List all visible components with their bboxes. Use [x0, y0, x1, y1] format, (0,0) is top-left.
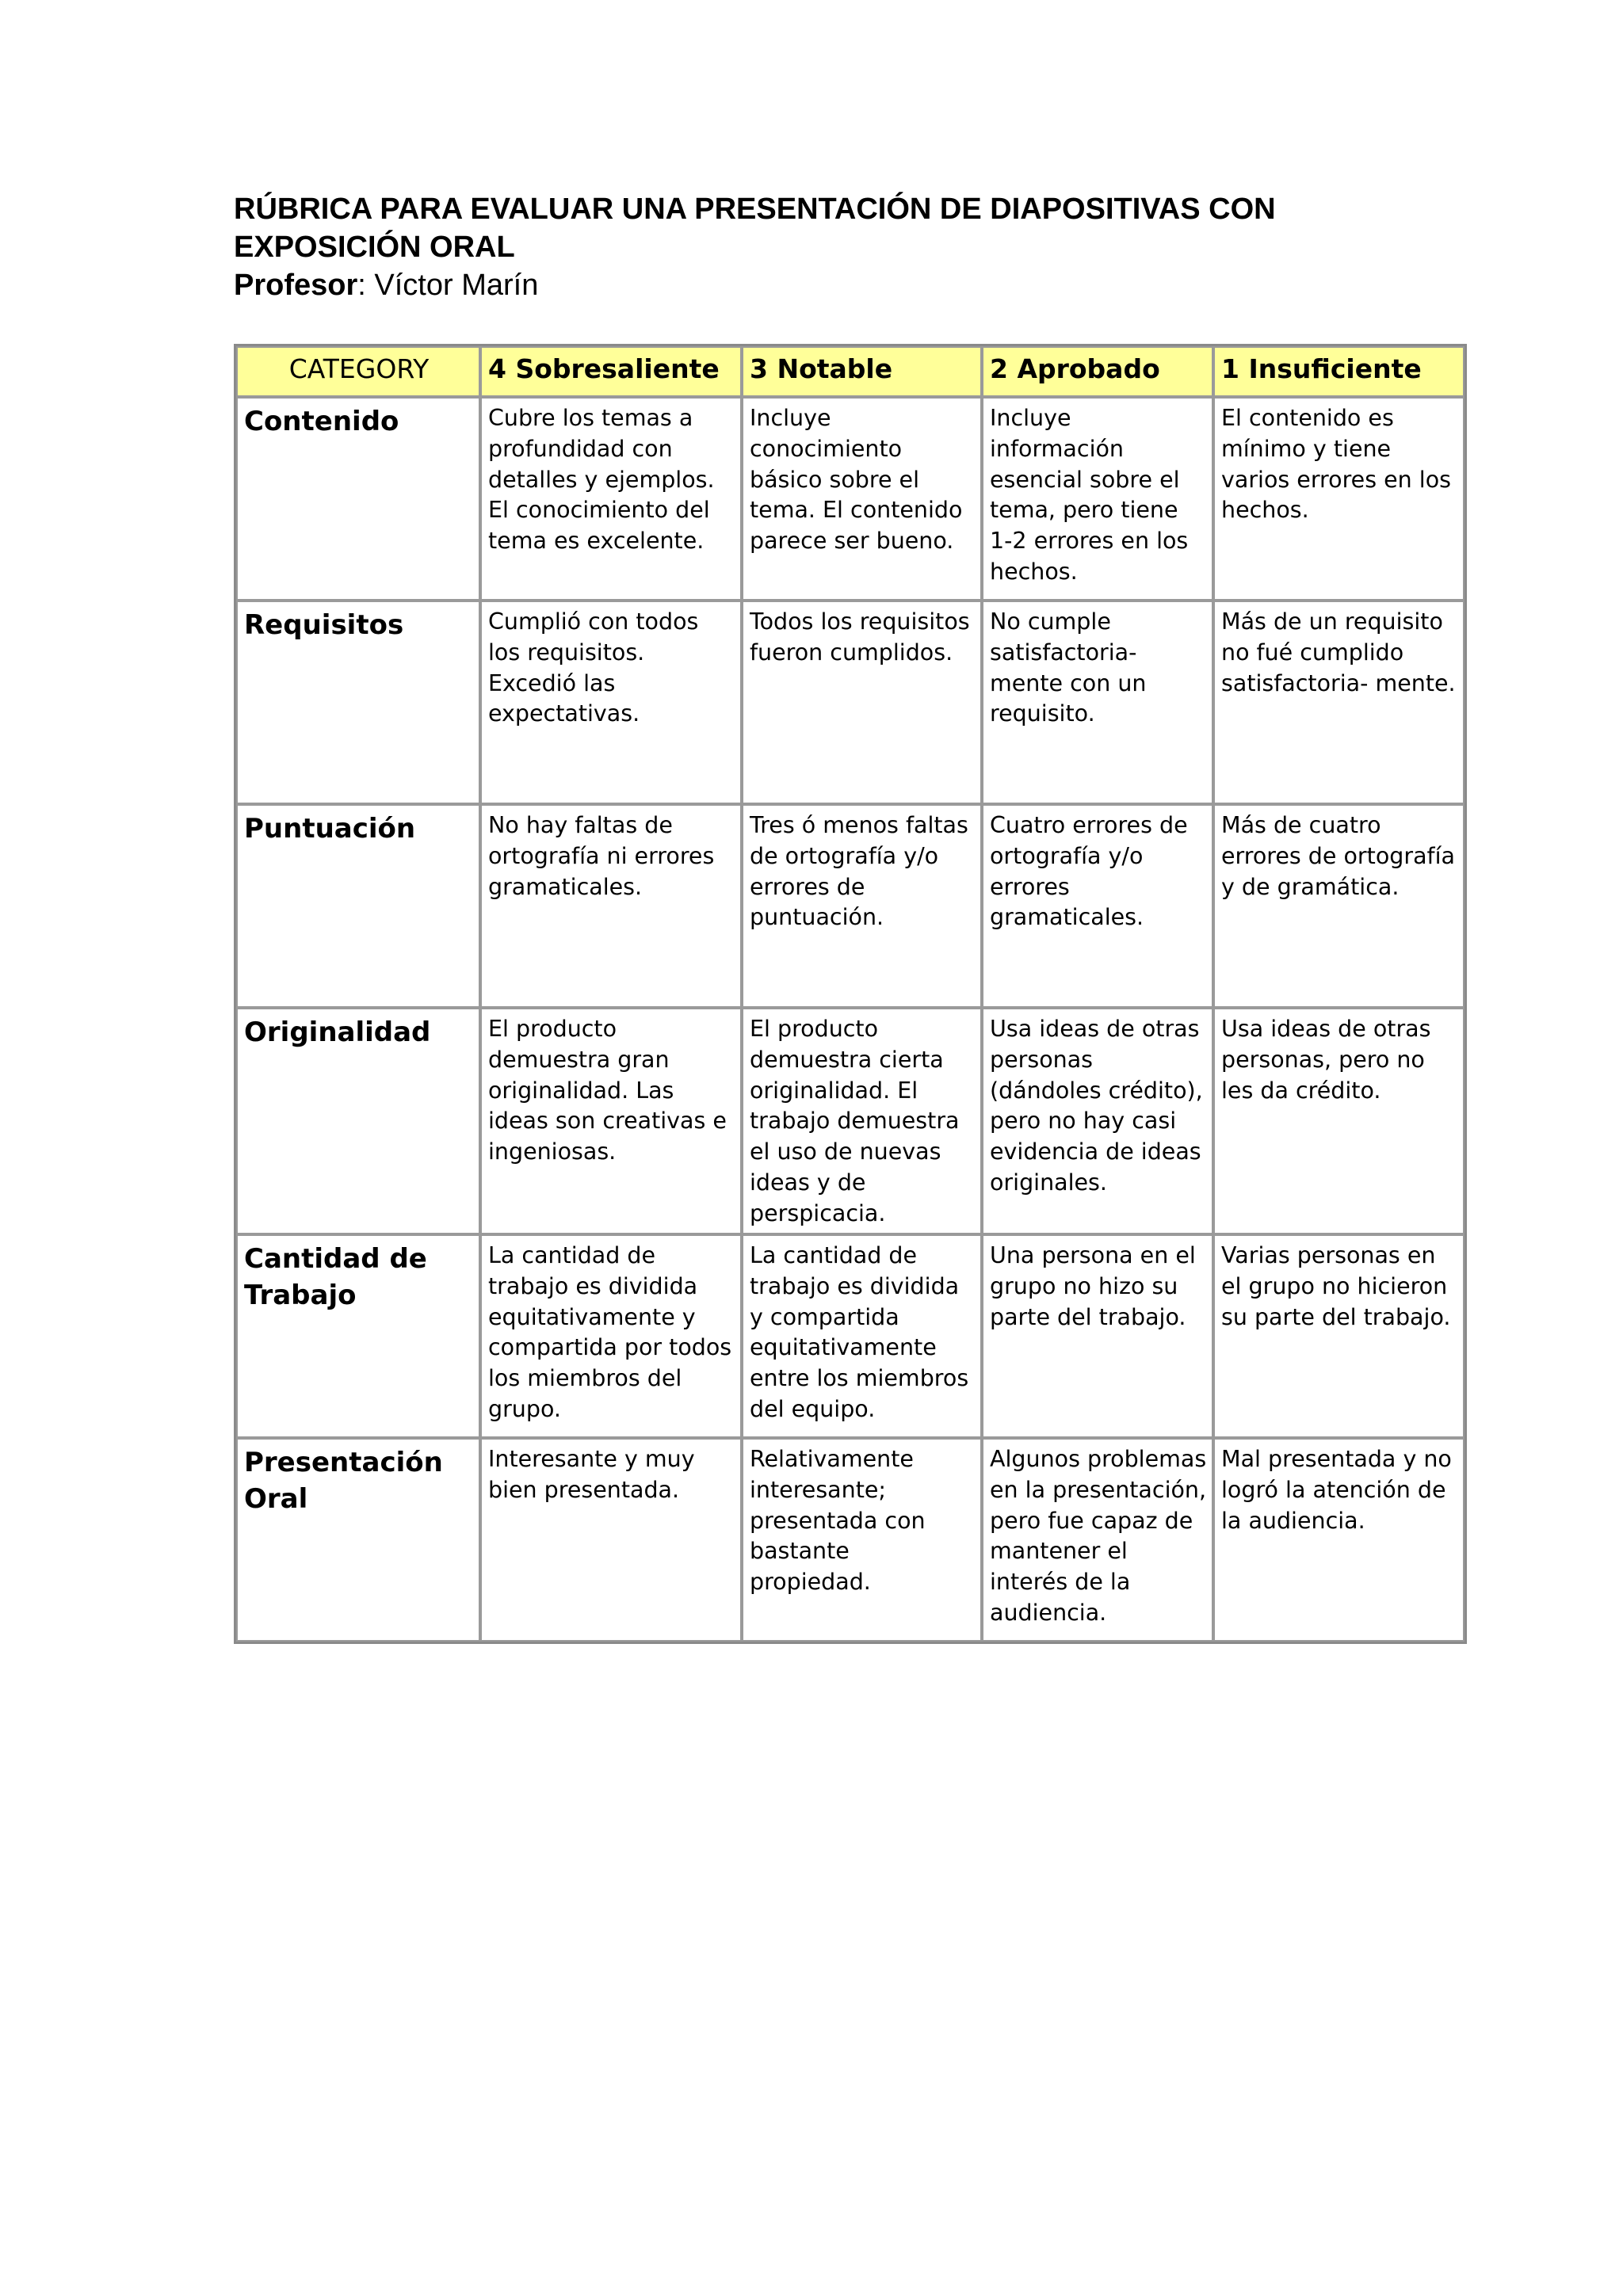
criterion-cell: Más de cuatro errores de ortografía y de gramática.: [1213, 804, 1465, 1008]
criterion-cell: La cantidad de trabajo es dividida equitativamente y compartida por todos los miembros del grupo.: [480, 1234, 742, 1438]
row-category: Originalidad: [236, 1008, 480, 1234]
rubric-row-cantidad-de-trabajo: [236, 1234, 1465, 1438]
row-category: Requisitos: [236, 601, 480, 804]
criterion-cell: El contenido es mínimo y tiene varios errores en los hechos.: [1213, 397, 1465, 601]
criterion-cell: El producto demuestra cierta originalidad. El trabajo demuestra el uso de nuevas ideas y de perspicacia.: [742, 1008, 982, 1234]
header-level-2: 2 Aprobado: [982, 346, 1213, 397]
teacher-separator: :: [357, 269, 366, 302]
criterion-cell: Una persona en el grupo no hizo su parte del trabajo.: [982, 1234, 1213, 1438]
row-category: Contenido: [236, 397, 480, 601]
criterion-cell: Interesante y muy bien presentada.: [480, 1438, 742, 1642]
document-heading: [234, 190, 1470, 304]
criterion-cell: Incluye información esencial sobre el tema, pero tiene 1-2 errores en los hechos.: [982, 397, 1213, 601]
header-level-3: 3 Notable: [742, 346, 982, 397]
criterion-cell: Usa ideas de otras personas (dándoles crédito), pero no hay casi evidencia de ideas originales.: [982, 1008, 1213, 1234]
teacher-label: Profesor: [234, 269, 358, 302]
criterion-cell: Cuatro errores de ortografía y/o errores gramaticales.: [982, 804, 1213, 1008]
header-level-1: 1 Insuficiente: [1213, 346, 1465, 397]
rubric-row-originalidad: [236, 1008, 1465, 1234]
criterion-cell: Todos los requisitos fueron cumplidos.: [742, 601, 982, 804]
teacher-name: Víctor Marín: [365, 269, 539, 302]
row-category: Cantidad de Trabajo: [236, 1234, 480, 1438]
rubric-body: [236, 397, 1465, 1642]
header-category: CATEGORY: [236, 346, 480, 397]
header-row: [236, 346, 1465, 397]
row-category: Presentación Oral: [236, 1438, 480, 1642]
row-category: Puntuación: [236, 804, 480, 1008]
rubric-row-contenido: [236, 397, 1465, 601]
rubric-row-presentacion-oral: [236, 1438, 1465, 1642]
criterion-cell: La cantidad de trabajo es dividida y compartida equitativamente entre los miembros del equipo.: [742, 1234, 982, 1438]
criterion-cell: Cumplió con todos los requisitos. Excedió las expectativas.: [480, 601, 742, 804]
document-title: RÚBRICA PARA EVALUAR UNA PRESENTACIÓN DE DIAPOSITIVAS CON EXPOSICIÓN ORAL: [234, 193, 1276, 264]
criterion-cell: No cumple satisfactoria- mente con un requisito.: [982, 601, 1213, 804]
criterion-cell: Usa ideas de otras personas, pero no les da crédito.: [1213, 1008, 1465, 1234]
rubric-header: [236, 346, 1465, 397]
criterion-cell: Cubre los temas a profundidad con detalles y ejemplos. El conocimiento del tema es excelente.: [480, 397, 742, 601]
criterion-cell: Relativamente interesante; presentada con bastante propiedad.: [742, 1438, 982, 1642]
rubric-row-requisitos: [236, 601, 1465, 804]
rubric-table: [234, 344, 1467, 1644]
criterion-cell: Tres ó menos faltas de ortografía y/o errores de puntuación.: [742, 804, 982, 1008]
criterion-cell: Algunos problemas en la presentación, pero fue capaz de mantener el interés de la audiencia.: [982, 1438, 1213, 1642]
criterion-cell: Mal presentada y no logró la atención de la audiencia.: [1213, 1438, 1465, 1642]
criterion-cell: El producto demuestra gran originalidad. Las ideas son creativas e ingeniosas.: [480, 1008, 742, 1234]
criterion-cell: Más de un requisito no fué cumplido satisfactoria- mente.: [1213, 601, 1465, 804]
header-level-4: 4 Sobresaliente: [480, 346, 742, 397]
teacher-line: [234, 266, 1470, 304]
criterion-cell: No hay faltas de ortografía ni errores gramaticales.: [480, 804, 742, 1008]
criterion-cell: Varias personas en el grupo no hicieron su parte del trabajo.: [1213, 1234, 1465, 1438]
criterion-cell: Incluye conocimiento básico sobre el tema. El contenido parece ser bueno.: [742, 397, 982, 601]
rubric-row-puntuacion: [236, 804, 1465, 1008]
